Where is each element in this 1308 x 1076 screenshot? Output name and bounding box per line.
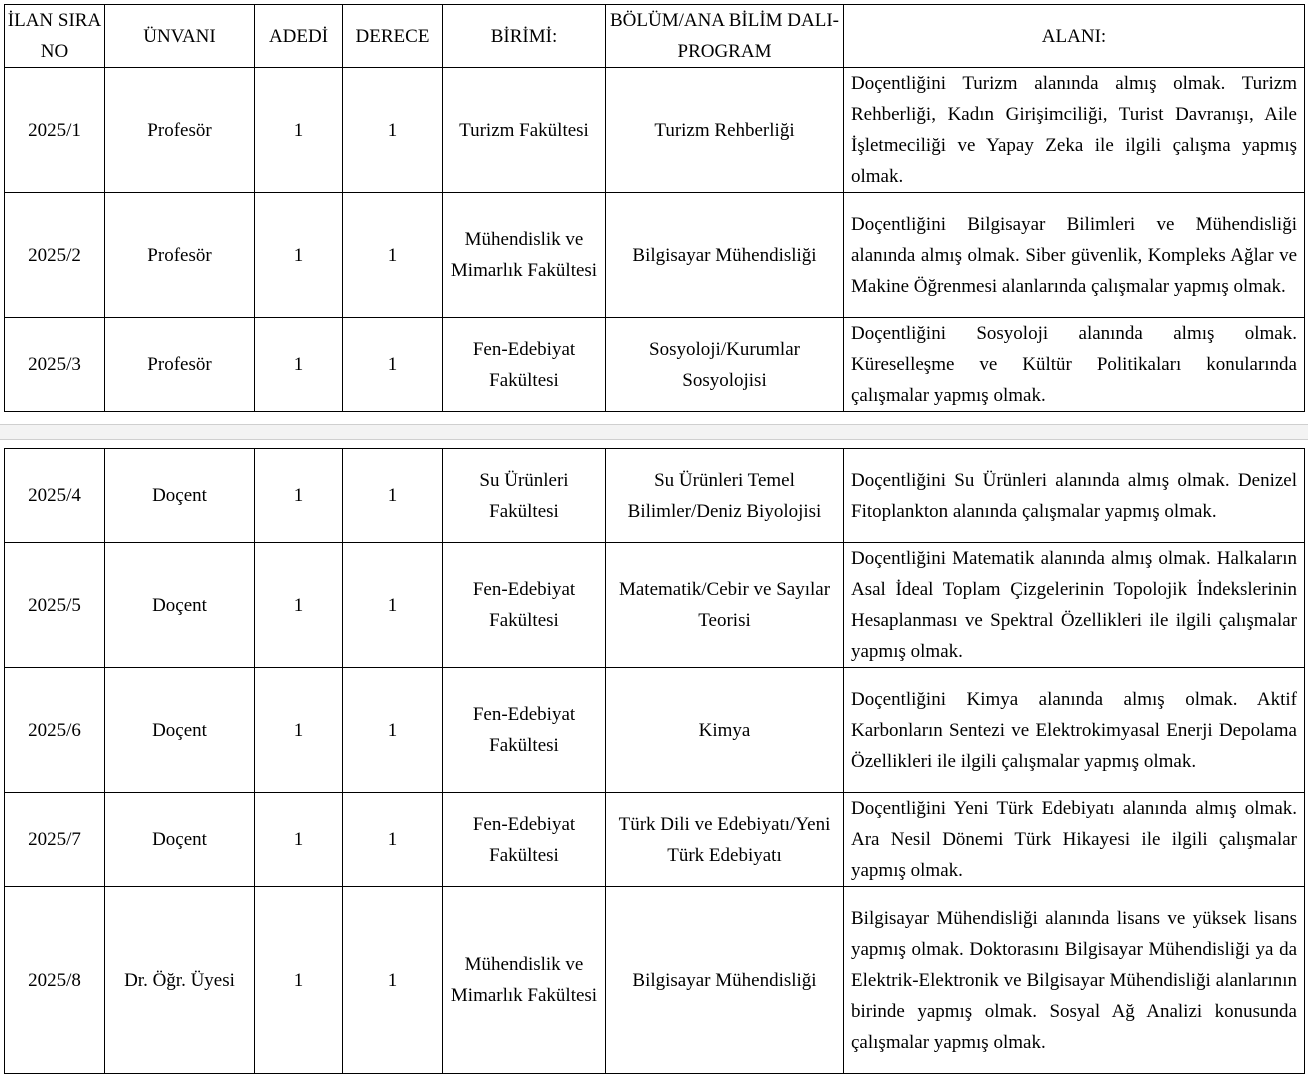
cell-alan: Doçentliğini Bilgisayar Bilimleri ve Mühendisliği alanında almış olmak. Siber güvenlik, Kompleks Ağlar ve Makine Öğrenmesi alanlarında çalışmalar yapmış olmak.: [844, 193, 1305, 318]
cell-birim: Mühendislik ve Mimarlık Fakültesi: [443, 193, 606, 318]
cell-derece: 1: [343, 318, 443, 412]
cell-adet: 1: [255, 887, 343, 1074]
cell-alan: Doçentliğini Su Ürünleri alanında almış olmak. Denizel Fitoplankton alanında çalışmalar yapmış olmak.: [844, 449, 1305, 543]
page-break: [0, 424, 1308, 440]
cell-alan: Doçentliğini Matematik alanında almış olmak. Halkaların Asal İdeal Toplam Çizgelerinin Topolojik İndekslerinin Hesaplanması ve Spektral Özellikleri ile ilgili çalışmalar yapmış olmak.: [844, 543, 1305, 668]
cell-bolum: Sosyoloji/Kurumlar Sosyolojisi: [606, 318, 844, 412]
cell-unvan: Doçent: [105, 668, 255, 793]
cell-alan: Doçentliğini Kimya alanında almış olmak. Aktif Karbonların Sentezi ve Elektrokimyasal Enerji Depolama Özellikleri ile ilgili çalışmalar yapmış olmak.: [844, 668, 1305, 793]
cell-alan: Doçentliğini Sosyoloji alanında almış olmak. Küreselleşme ve Kültür Politikaları konularında çalışmalar yapmış olmak.: [844, 318, 1305, 412]
cell-derece: 1: [343, 193, 443, 318]
cell-derece: 1: [343, 887, 443, 1074]
cell-birim: Fen-Edebiyat Fakültesi: [443, 668, 606, 793]
header-adedi: ADEDİ: [255, 5, 343, 68]
cell-birim: Mühendislik ve Mimarlık Fakültesi: [443, 887, 606, 1074]
cell-birim: Turizm Fakültesi: [443, 68, 606, 193]
cell-derece: 1: [343, 449, 443, 543]
cell-birim: Fen-Edebiyat Fakültesi: [443, 543, 606, 668]
table-row: [5, 318, 1305, 412]
cell-unvan: Profesör: [105, 193, 255, 318]
cell-bolum: Su Ürünleri Temel Bilimler/Deniz Biyolojisi: [606, 449, 844, 543]
cell-derece: 1: [343, 543, 443, 668]
cell-unvan: Doçent: [105, 543, 255, 668]
cell-derece: 1: [343, 668, 443, 793]
table-row: [5, 793, 1305, 887]
cell-ilan-no: 2025/7: [5, 793, 105, 887]
header-alani: ALANI:: [844, 5, 1305, 68]
header-birimi: BİRİMİ:: [443, 5, 606, 68]
table-row: [5, 68, 1305, 193]
cell-bolum: Türk Dili ve Edebiyatı/Yeni Türk Edebiyatı: [606, 793, 844, 887]
cell-ilan-no: 2025/2: [5, 193, 105, 318]
cell-birim: Fen-Edebiyat Fakültesi: [443, 318, 606, 412]
cell-alan: Bilgisayar Mühendisliği alanında lisans ve yüksek lisans yapmış olmak. Doktorasını Bilgisayar Mühendisliği ya da Elektrik-Elektronik ve Bilgisayar Mühendisliği alanlarının birinde yapmış olmak. Sosyal Ağ Analizi konusunda çalışmalar yapmış olmak.: [844, 887, 1305, 1074]
cell-birim: Fen-Edebiyat Fakültesi: [443, 793, 606, 887]
cell-unvan: Doçent: [105, 449, 255, 543]
cell-unvan: Doçent: [105, 793, 255, 887]
positions-table-page-1: [4, 4, 1305, 412]
table-row: [5, 449, 1305, 543]
header-row: [5, 5, 1305, 68]
cell-bolum: Bilgisayar Mühendisliği: [606, 887, 844, 1074]
cell-adet: 1: [255, 543, 343, 668]
table-row: [5, 193, 1305, 318]
cell-unvan: Dr. Öğr. Üyesi: [105, 887, 255, 1074]
cell-derece: 1: [343, 68, 443, 193]
cell-unvan: Profesör: [105, 318, 255, 412]
cell-ilan-no: 2025/6: [5, 668, 105, 793]
cell-adet: 1: [255, 668, 343, 793]
cell-bolum: Matematik/Cebir ve Sayılar Teorisi: [606, 543, 844, 668]
header-derece: DERECE: [343, 5, 443, 68]
cell-adet: 1: [255, 68, 343, 193]
cell-ilan-no: 2025/4: [5, 449, 105, 543]
cell-derece: 1: [343, 793, 443, 887]
cell-bolum: Bilgisayar Mühendisliği: [606, 193, 844, 318]
cell-ilan-no: 2025/1: [5, 68, 105, 193]
cell-adet: 1: [255, 793, 343, 887]
positions-table-page-2: [4, 448, 1305, 1074]
cell-ilan-no: 2025/3: [5, 318, 105, 412]
cell-ilan-no: 2025/5: [5, 543, 105, 668]
cell-adet: 1: [255, 193, 343, 318]
table-row: [5, 668, 1305, 793]
cell-adet: 1: [255, 449, 343, 543]
cell-bolum: Kimya: [606, 668, 844, 793]
cell-adet: 1: [255, 318, 343, 412]
cell-alan: Doçentliğini Turizm alanında almış olmak. Turizm Rehberliği, Kadın Girişimciliği, Turist Davranışı, Aile İşletmeciliği ve Yapay Zeka ile ilgili çalışma yapmış olmak.: [844, 68, 1305, 193]
cell-unvan: Profesör: [105, 68, 255, 193]
header-ilan-sira-no: İLAN SIRA NO: [5, 5, 105, 68]
header-unvani: ÜNVANI: [105, 5, 255, 68]
table-row: [5, 543, 1305, 668]
header-bolum: BÖLÜM/ANA BİLİM DALI-PROGRAM: [606, 5, 844, 68]
cell-birim: Su Ürünleri Fakültesi: [443, 449, 606, 543]
cell-ilan-no: 2025/8: [5, 887, 105, 1074]
cell-bolum: Turizm Rehberliği: [606, 68, 844, 193]
cell-alan: Doçentliğini Yeni Türk Edebiyatı alanında almış olmak. Ara Nesil Dönemi Türk Hikayesi ile ilgili çalışmalar yapmış olmak.: [844, 793, 1305, 887]
table-row: [5, 887, 1305, 1074]
